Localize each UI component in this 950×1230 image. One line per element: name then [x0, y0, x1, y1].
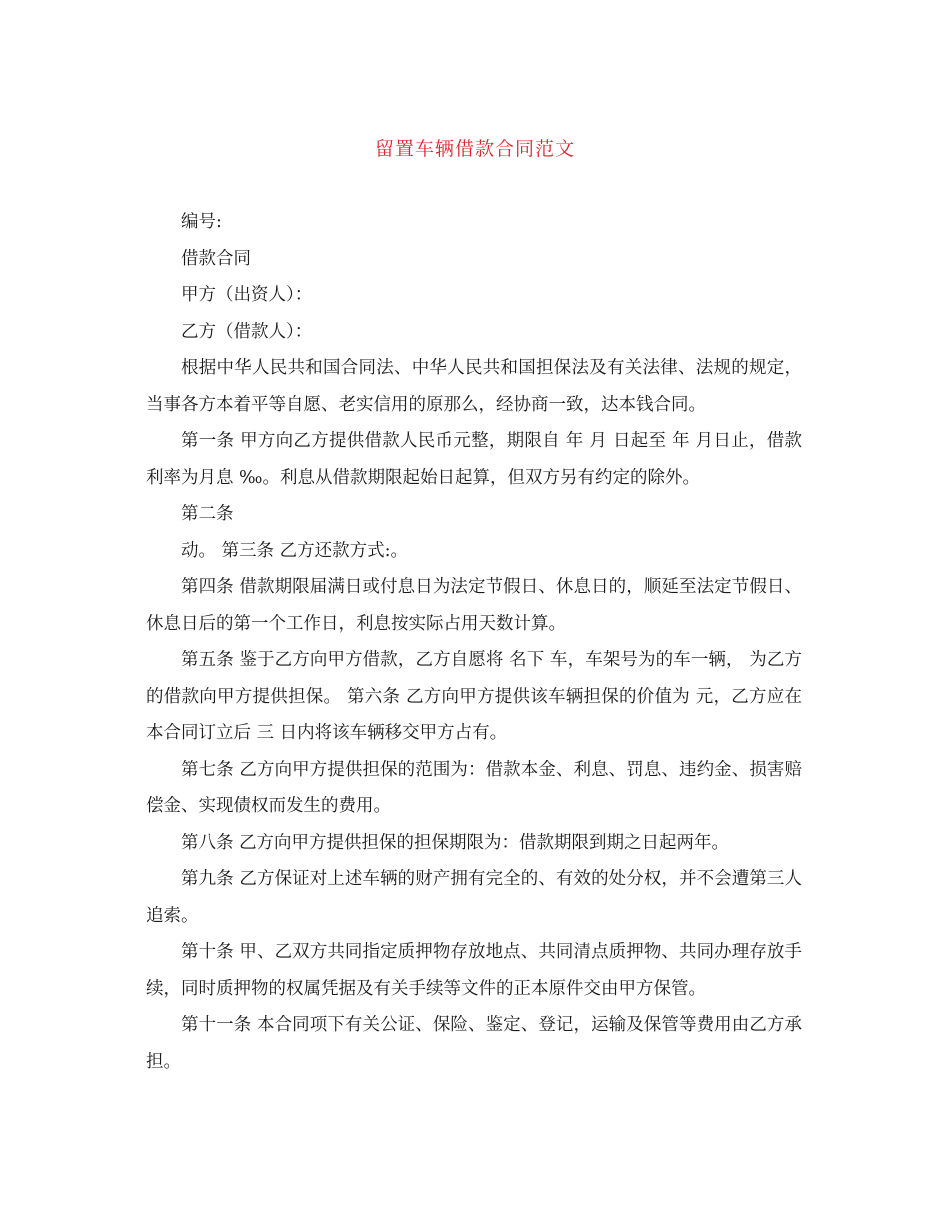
article-4: 第四条 借款期限届满日或付息日为法定节假日、休息日的，顺延至法定节假日、休息日后的第一个工作日，利息按实际占用天数计算。 [146, 577, 802, 634]
preamble-paragraph: 根据中华人民共和国合同法、中华人民共和国担保法及有关法律、法规的规定， 当事各方本着平等自愿、老实信用的原那么，经协商一致，达本钱合同。 [146, 358, 802, 415]
article-8: 第八条 乙方向甲方提供担保的担保期限为：借款期限到期之日起两年。 [181, 832, 730, 853]
article-9: 第九条 乙方保证对上述车辆的财产拥有完全的、有效的处分权，并不会遭第三人追索。 [146, 869, 802, 926]
party-a-line: 甲方（出资人）： [181, 285, 313, 305]
contract-number-line: 编号: [181, 212, 222, 232]
article-11: 第十一条 本合同项下有关公证、保险、鉴定、登记，运输及保管等费用由乙方承担。 [146, 1015, 802, 1072]
contract-heading: 借款合同 [181, 248, 251, 269]
article-2: 第二条 [181, 504, 234, 524]
article-1: 第一条 甲方向乙方提供借款人民币元整，期限自 年 月 日起至 年 月日止，借款利率为月息 ‰。利息从借款期限起始日起算，但双方另有约定的除外。 [146, 431, 802, 488]
document-body [146, 204, 802, 1080]
document-title: 留置车辆借款合同范文 [374, 138, 575, 160]
party-b-line: 乙方（借款人）： [181, 321, 313, 342]
article-7: 第七条 乙方向甲方提供担保的范围为：借款本金、利息、罚息、违约金、损害赔偿金、实现债权而发生的费用。 [146, 759, 802, 816]
article-3: 动。 第三条 乙方还款方式:。 [181, 540, 409, 561]
article-10: 第十条 甲、乙双方共同指定质押物存放地点、共同清点质押物、共同办理存放手续，同时质押物的权属凭据及有关手续等文件的正本原件交由甲方保管。 [146, 942, 802, 999]
article-5-6: 第五条 鉴于乙方向甲方借款，乙方自愿将 名下 车，车架号为的车一辆， 为乙方的借款向甲方提供担保。 第六条 乙方向甲方提供该车辆担保的价值为 元，乙方应在本合同订立后 三 日内将该车辆移交甲方占有。 [146, 650, 802, 743]
